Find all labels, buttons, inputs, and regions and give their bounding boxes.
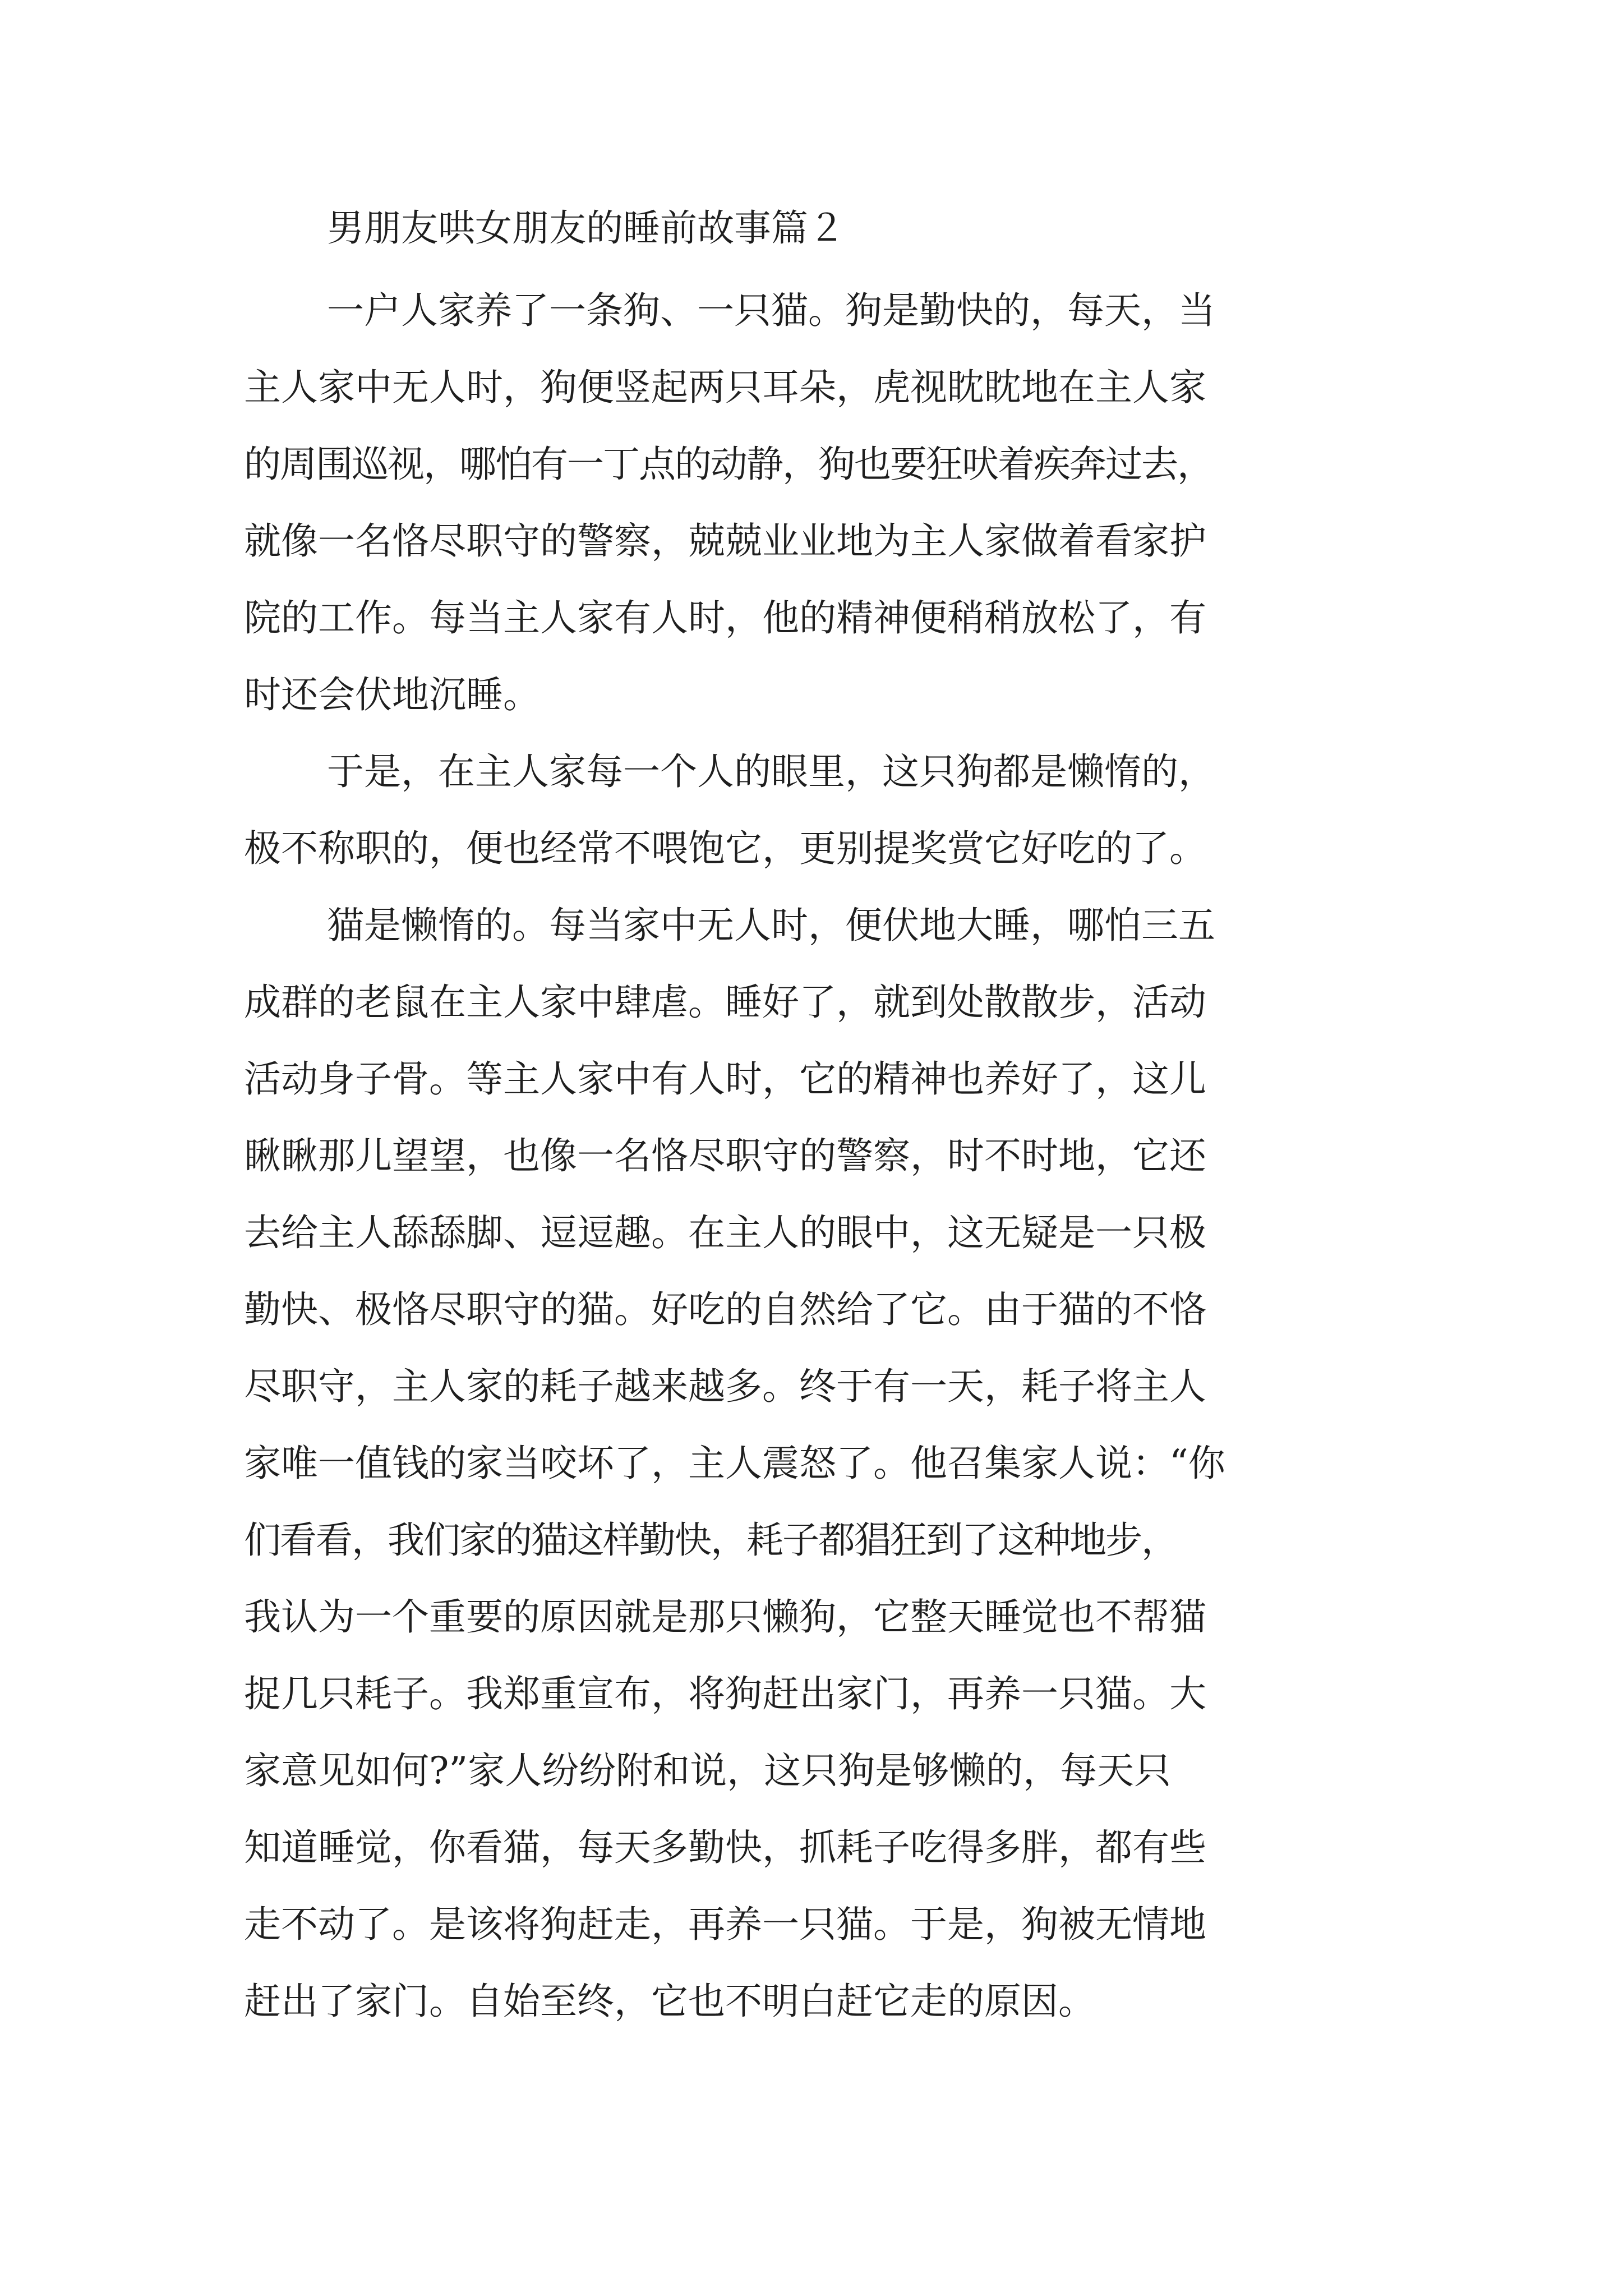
paragraph-line: 家意见如何?”家人纷纷附和说，这只狗是够懒的，每天只 — [244, 1749, 1172, 1792]
paragraph-line: 家唯一值钱的家当咬坏了，主人震怒了。他召集家人说：“你 — [244, 1442, 1225, 1485]
paragraph-line: 一户人家养了一条狗、一只猫。狗是勤快的，每天，当 — [327, 289, 1215, 332]
paragraph-line: 勤快、极恪尽职守的猫。好吃的自然给了它。由于猫的不恪 — [244, 1288, 1206, 1331]
paragraph-line: 知道睡觉，你看猫，每天多勤快，抓耗子吃得多胖，都有些 — [244, 1826, 1206, 1869]
paragraph-line: 的周围巡视，哪怕有一丁点的动静，狗也要狂吠着疾奔过去， — [244, 443, 1213, 486]
paragraph-line: 院的工作。每当主人家有人时，他的精神便稍稍放松了，有 — [244, 596, 1206, 639]
paragraph-line: 我认为一个重要的原因就是那只懒狗，它整天睡觉也不帮猫 — [244, 1595, 1206, 1639]
paragraph-line: 于是，在主人家每一个人的眼里，这只狗都是懒惰的， — [327, 750, 1215, 793]
paragraph-line: 活动身子骨。等主人家中有人时，它的精神也养好了，这儿 — [244, 1057, 1206, 1101]
document-body — [244, 208, 1391, 2040]
paragraph-line: 去给主人舔舔脚、逗逗趣。在主人的眼中，这无疑是一只极 — [244, 1211, 1206, 1254]
paragraph-line: 极不称职的，便也经常不喂饱它，更别提奖赏它好吃的了。 — [244, 827, 1206, 870]
paragraph-line: 走不动了。是该将狗赶走，再养一只猫。于是，狗被无情地 — [244, 1903, 1206, 1946]
paragraph-line: 猫是懒惰的。每当家中无人时，便伏地大睡，哪怕三五 — [327, 904, 1215, 947]
paragraph-line: 捉几只耗子。我郑重宣布，将狗赶出家门，再养一只猫。大 — [244, 1672, 1206, 1715]
paragraph-1 — [244, 272, 1391, 733]
paragraph-line: 就像一名恪尽职守的警察，兢兢业业地为主人家做着看家护 — [244, 519, 1206, 563]
paragraph-line: 们看看，我们家的猫这样勤快，耗子都猖狂到了这种地步， — [244, 1519, 1177, 1562]
paragraph-line: 瞅瞅那儿望望，也像一名恪尽职守的警察，时不时地，它还 — [244, 1134, 1206, 1177]
paragraph-3 — [244, 887, 1391, 2040]
paragraph-2 — [244, 733, 1391, 887]
document-title: 男朋友哄女朋友的睡前故事篇２ — [327, 206, 845, 250]
paragraph-line: 赶出了家门。自始至终，它也不明白赶它走的原因。 — [244, 1980, 1095, 2023]
paragraph-line: 尽职守，主人家的耗子越来越多。终于有一天，耗子将主人 — [244, 1365, 1206, 1408]
paragraph-line: 成群的老鼠在主人家中肆虐。睡好了，就到处散散步，活动 — [244, 981, 1206, 1024]
paragraph-line: 主人家中无人时，狗便竖起两只耳朵，虎视眈眈地在主人家 — [244, 366, 1206, 409]
paragraph-line: 时还会伏地沉睡。 — [244, 673, 540, 716]
